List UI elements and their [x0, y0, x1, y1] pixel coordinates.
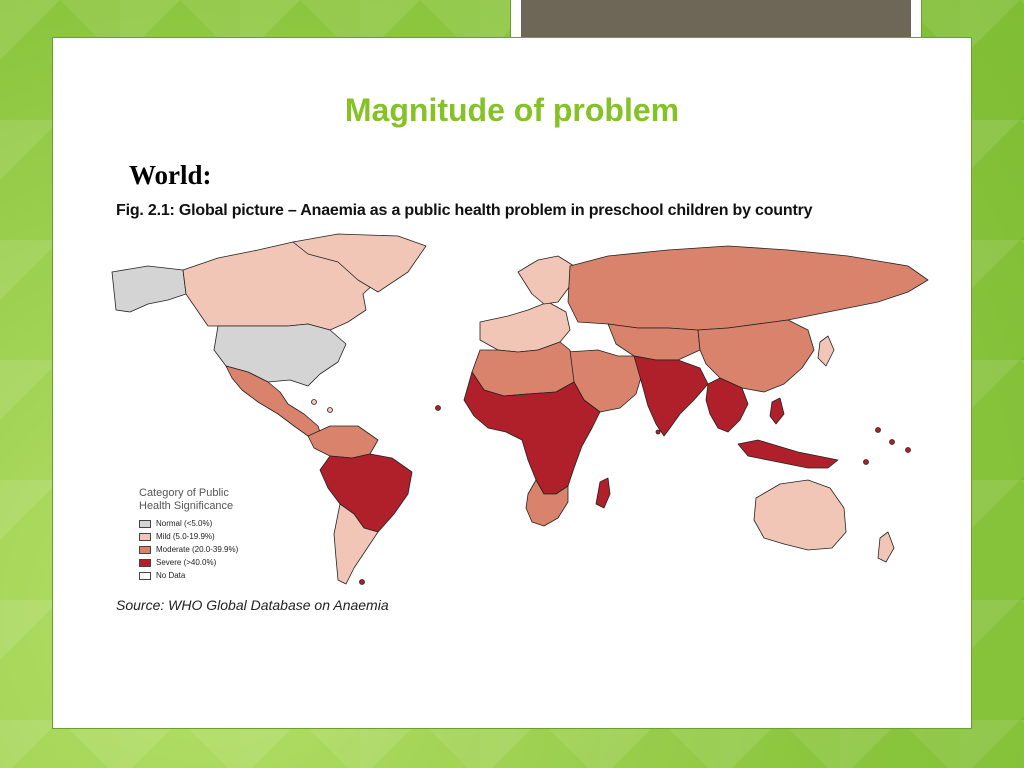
- source-note: Source: WHO Global Database on Anaemia: [116, 597, 389, 613]
- region-indonesia: [738, 440, 838, 468]
- legend-swatch: [139, 559, 151, 567]
- legend-item: [139, 517, 259, 530]
- legend-title: Category of Public Health Significance: [139, 487, 234, 512]
- legend-swatch: [139, 572, 151, 580]
- region-central-asia: [608, 324, 700, 360]
- region-south-america-north: [308, 426, 378, 458]
- legend-label: Normal (<5.0%): [156, 519, 213, 528]
- region-australia: [754, 480, 846, 550]
- legend-label: No Data: [156, 571, 186, 580]
- region-alaska: [112, 266, 186, 312]
- region-madagascar: [596, 478, 610, 508]
- region-russia: [568, 246, 928, 330]
- figure-caption: Fig. 2.1: Global picture – Anaemia as a public health problem in preschool children by country: [116, 202, 813, 219]
- region-new-zealand: [878, 532, 894, 562]
- legend-label: Moderate (20.0-39.9%): [156, 545, 239, 554]
- region-south-asia: [634, 356, 708, 436]
- legend-item: [139, 530, 259, 543]
- slide-title: Magnitude of problem: [344, 92, 680, 128]
- legend-swatch: [139, 546, 151, 554]
- legend-label: Severe (>40.0%): [156, 558, 217, 567]
- region-brazil: [320, 454, 412, 532]
- map-legend: [139, 487, 259, 582]
- legend-list: [139, 517, 259, 582]
- region-philippines: [770, 398, 784, 424]
- region-japan: [818, 336, 834, 366]
- legend-item: [139, 569, 259, 582]
- region-scandinavia: [518, 256, 574, 304]
- legend-swatch: [139, 520, 151, 528]
- legend-label: Mild (5.0-19.9%): [156, 532, 215, 541]
- legend-item: [139, 556, 259, 569]
- legend-swatch: [139, 533, 151, 541]
- region-label: World:: [129, 160, 212, 190]
- legend-item: [139, 543, 259, 556]
